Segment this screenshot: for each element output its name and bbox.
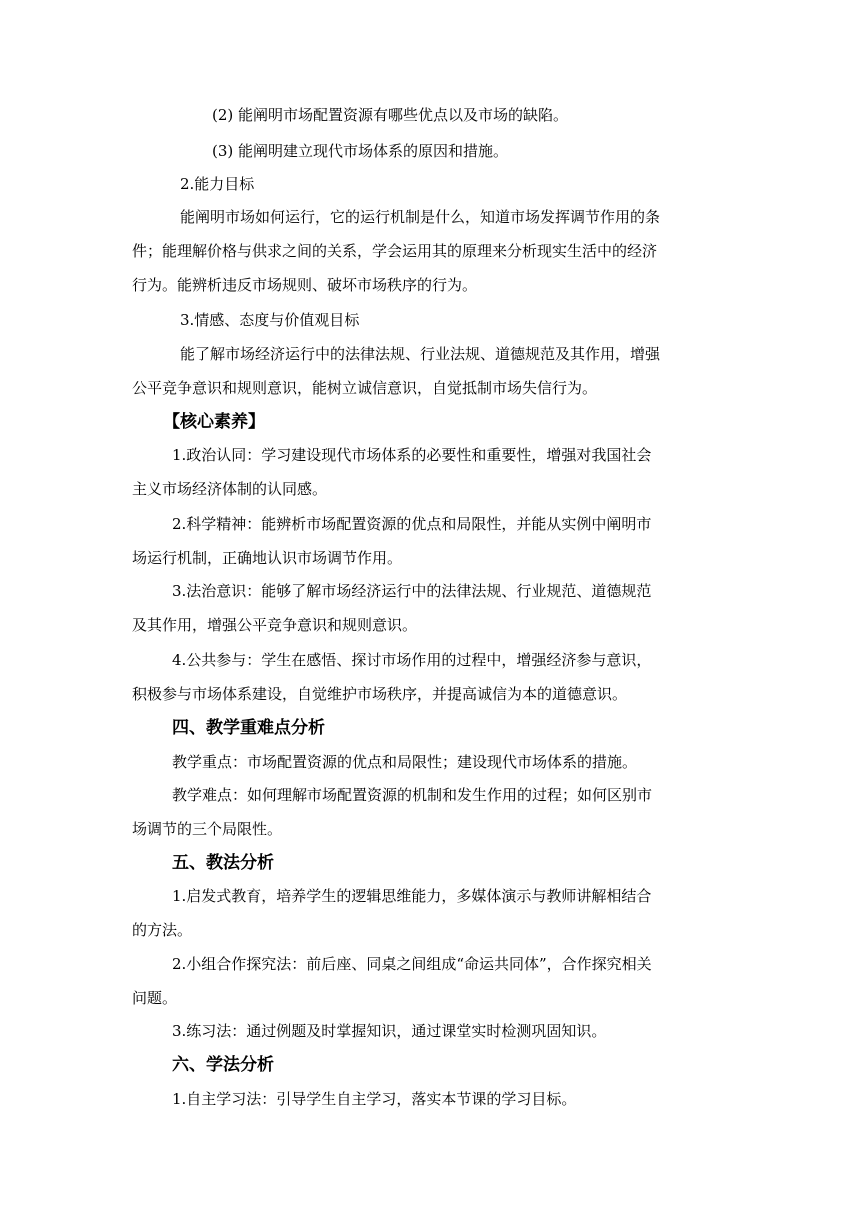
paragraph-line: 件；能理解价格与供求之间的关系，学会运用其的原理来分析现实生活中的经济 xyxy=(132,242,658,260)
paragraph-line: 场调节的三个局限性。 xyxy=(132,820,283,838)
teaching-key-point: 教学重点：市场配置资源的优点和局限性；建设现代市场体系的措施。 xyxy=(172,753,638,771)
core-literacy-heading: 【核心素养】 xyxy=(163,412,265,432)
core-literacy-item-4 xyxy=(132,643,728,711)
paragraph-line: 的方法。 xyxy=(132,921,193,939)
emotion-goal-heading: 3.情感、态度与价值观目标 xyxy=(180,311,360,329)
paragraph-line: 能了解市场经济运行中的法律法规、行业法规、道德规范及其作用，增强 xyxy=(180,345,661,363)
section-4-heading: 四、教学重难点分析 xyxy=(172,718,325,738)
ability-goal-paragraph xyxy=(132,200,728,302)
paragraph-line: 公平竞争意识和规则意识，能树立诚信意识，自觉抵制市场失信行为。 xyxy=(132,379,598,397)
core-literacy-item-3 xyxy=(132,574,728,642)
teaching-method-3: 3.练习法：通过例题及时掌握知识，通过课堂实时检测巩固知识。 xyxy=(172,1022,607,1040)
paragraph-line: 及其作用，增强公平竞争意识和规则意识。 xyxy=(132,616,418,634)
teaching-method-1 xyxy=(132,879,728,947)
paragraph-line: 行为。能辨析违反市场规则、破坏市场秩序的行为。 xyxy=(132,276,478,294)
section-6-heading: 六、学法分析 xyxy=(172,1055,274,1075)
paragraph-line: 2.科学精神：能辨析市场配置资源的优点和局限性，并能从实例中阐明市 xyxy=(172,515,652,533)
knowledge-goal-item-2: (2) 能阐明市场配置资源有哪些优点以及市场的缺陷。 xyxy=(212,106,569,124)
paragraph-line: 问题。 xyxy=(132,989,178,1007)
paragraph-line: 教学难点：如何理解市场配置资源的机制和发生作用的过程；如何区别市 xyxy=(172,786,653,804)
teaching-method-2 xyxy=(132,947,728,1015)
paragraph-line: 1.启发式教育，培养学生的逻辑思维能力，多媒体演示与教师讲解相结合 xyxy=(172,887,652,905)
paragraph-line: 1.政治认同：学习建设现代市场体系的必要性和重要性，增强对我国社会 xyxy=(172,446,652,464)
paragraph-line: 4.公共参与：学生在感悟、探讨市场作用的过程中，增强经济参与意识， xyxy=(172,651,652,669)
paragraph-line: 能阐明市场如何运行，它的运行机制是什么，知道市场发挥调节作用的条 xyxy=(180,208,661,226)
core-literacy-item-2 xyxy=(132,507,728,575)
ability-goal-heading: 2.能力目标 xyxy=(180,175,255,193)
core-literacy-item-1 xyxy=(132,438,728,506)
learning-method-1: 1.自主学习法：引导学生自主学习，落实本节课的学习目标。 xyxy=(172,1090,577,1108)
section-5-heading: 五、教法分析 xyxy=(172,853,274,873)
paragraph-line: 场运行机制，正确地认识市场调节作用。 xyxy=(132,549,403,567)
paragraph-line: 主义市场经济体制的认同感。 xyxy=(132,480,328,498)
emotion-goal-paragraph xyxy=(132,337,728,405)
paragraph-line: 3.法治意识：能够了解市场经济运行中的法律法规、行业规范、道德规范 xyxy=(172,582,652,600)
paragraph-line: 2.小组合作探究法：前后座、同桌之间组成“命运共同体”，合作探究相关 xyxy=(172,955,652,973)
paragraph-line: 积极参与市场体系建设，自觉维护市场秩序，并提高诚信为本的道德意识。 xyxy=(132,685,628,703)
knowledge-goal-item-3: (3) 能阐明建立现代市场体系的原因和措施。 xyxy=(212,142,509,160)
teaching-difficult-point xyxy=(132,778,728,846)
